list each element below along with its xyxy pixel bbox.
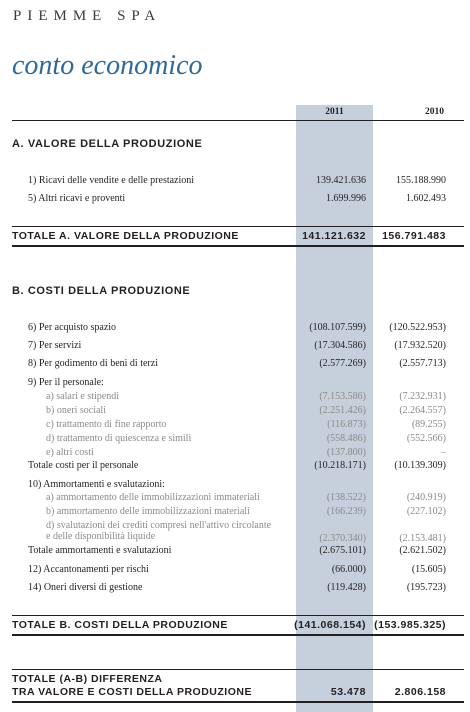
row-label: a) salari e stipendi [46, 391, 120, 402]
row-label: b) oneri sociali [46, 405, 106, 416]
value-2011: (166.239) [326, 506, 366, 517]
total-a-label: TOTALE A. VALORE DELLA PRODUZIONE [12, 230, 239, 242]
value-2010: (89.255) [411, 419, 446, 430]
value-2011: (66.000) [331, 564, 366, 575]
value-2011: (138.522) [326, 492, 366, 503]
value-2010: (2.557.713) [399, 358, 446, 369]
table-row [0, 520, 470, 546]
value-2011: (2.370.340) [319, 533, 366, 544]
row-label: b) ammortamento delle immobilizzazioni materiali [46, 506, 250, 517]
section-a-heading: A. VALORE DELLA PRODUZIONE [12, 138, 203, 150]
company-name: PIEMME SPA [13, 8, 162, 24]
row-label: d) trattamento di quiescenza e simili [46, 433, 192, 444]
row-label: 14) Oneri diversi di gestione [28, 582, 143, 593]
value-2011: 139.421.636 [316, 175, 366, 186]
value-2011: (108.107.599) [309, 322, 366, 333]
difference-2011: 53.478 [330, 686, 366, 698]
table-row [0, 564, 470, 578]
page-title: conto economico [12, 50, 203, 81]
table-row [0, 405, 470, 419]
value-2010: (195.723) [406, 582, 446, 593]
value-2010: (2.264.557) [399, 405, 446, 416]
value-2011: (7.153.586) [319, 391, 366, 402]
value-2010: 1.602.493 [406, 193, 446, 204]
value-2011: (10.218.171) [314, 460, 366, 471]
value-2011: (2.251.426) [319, 405, 366, 416]
year-header-2010: 2010 [425, 107, 444, 117]
value-2011: (137.800) [326, 447, 366, 458]
row-label: 7) Per servizi [28, 340, 82, 351]
table-row [0, 447, 470, 461]
table-row [0, 433, 470, 447]
row-label: 1) Ricavi delle vendite e delle prestazioni [28, 175, 195, 186]
difference-bottom-rule [12, 701, 464, 703]
row-label: 10) Ammortamenti e svalutazioni: [28, 479, 165, 490]
value-2010: (2.153.481) [399, 533, 446, 544]
total-b-top-rule [12, 615, 464, 616]
value-2011: (558.486) [326, 433, 366, 444]
table-row [0, 193, 470, 207]
table-row [0, 419, 470, 433]
total-a-top-rule [12, 226, 464, 227]
value-2011: (17.304.586) [314, 340, 366, 351]
row-label: Totale costi per il personale [28, 460, 139, 471]
value-2011: 1.699.996 [326, 193, 366, 204]
value-2010: – [441, 447, 446, 458]
value-2010: (240.919) [406, 492, 446, 503]
value-2010: (10.139.309) [394, 460, 446, 471]
table-row [0, 492, 470, 506]
table-row [0, 479, 470, 493]
total-a-2011: 141.121.632 [302, 230, 366, 242]
value-2010: (120.522.953) [389, 322, 446, 333]
total-a-bottom-rule [12, 245, 464, 247]
row-label: 8) Per godimento di beni di terzi [28, 358, 158, 369]
value-2010: (552.566) [406, 433, 446, 444]
row-label: Totale ammortamenti e svalutazioni [28, 545, 172, 556]
row-label: a) ammortamento delle immobilizzazioni immateriali [46, 492, 260, 503]
row-label: e) altri costi [46, 447, 94, 458]
table-row [0, 340, 470, 354]
difference-2010: 2.806.158 [394, 686, 446, 698]
value-2010: (15.605) [411, 564, 446, 575]
total-b-2010: (153.985.325) [374, 619, 446, 631]
table-row [0, 460, 470, 474]
value-2011: (116.873) [327, 419, 366, 430]
value-2011: (2.675.101) [319, 545, 366, 556]
difference-top-rule [12, 669, 464, 670]
total-b-bottom-rule [12, 634, 464, 636]
value-2011: (119.428) [327, 582, 366, 593]
value-2010: (227.102) [406, 506, 446, 517]
table-row [0, 582, 470, 596]
row-label: d) svalutazioni dei crediti compresi nell'attivo circolante e delle disponibilità liquide [46, 520, 272, 542]
year-header-2011: 2011 [325, 107, 344, 117]
difference-row [0, 673, 470, 701]
value-2010: (7.232.931) [399, 391, 446, 402]
row-label: 6) Per acquisto spazio [28, 322, 117, 333]
total-a-2010: 156.791.483 [382, 230, 446, 242]
row-label: 12) Accantonamenti per rischi [28, 564, 149, 575]
header-rule [12, 120, 464, 121]
value-2010: (17.932.520) [394, 340, 446, 351]
difference-label-line1: TOTALE (A-B) DIFFERENZA [12, 673, 163, 685]
table-row [0, 358, 470, 372]
total-b-2011: (141.068.154) [294, 619, 366, 631]
total-b-label: TOTALE B. COSTI DELLA PRODUZIONE [12, 619, 228, 631]
section-b-heading: B. COSTI DELLA PRODUZIONE [12, 285, 191, 297]
difference-label-line2: TRA VALORE E COSTI DELLA PRODUZIONE [12, 686, 252, 698]
table-row [0, 545, 470, 559]
table-row [0, 175, 470, 189]
table-row [0, 322, 470, 336]
value-2010: 155.188.990 [396, 175, 446, 186]
table-row [0, 391, 470, 405]
row-label: 5) Altri ricavi e proventi [28, 193, 126, 204]
row-label: 9) Per il personale: [28, 377, 104, 388]
table-row [0, 506, 470, 520]
value-2011: (2.577.269) [319, 358, 366, 369]
value-2010: (2.621.502) [399, 545, 446, 556]
row-label: c) trattamento di fine rapporto [46, 419, 167, 430]
table-row [0, 377, 470, 391]
